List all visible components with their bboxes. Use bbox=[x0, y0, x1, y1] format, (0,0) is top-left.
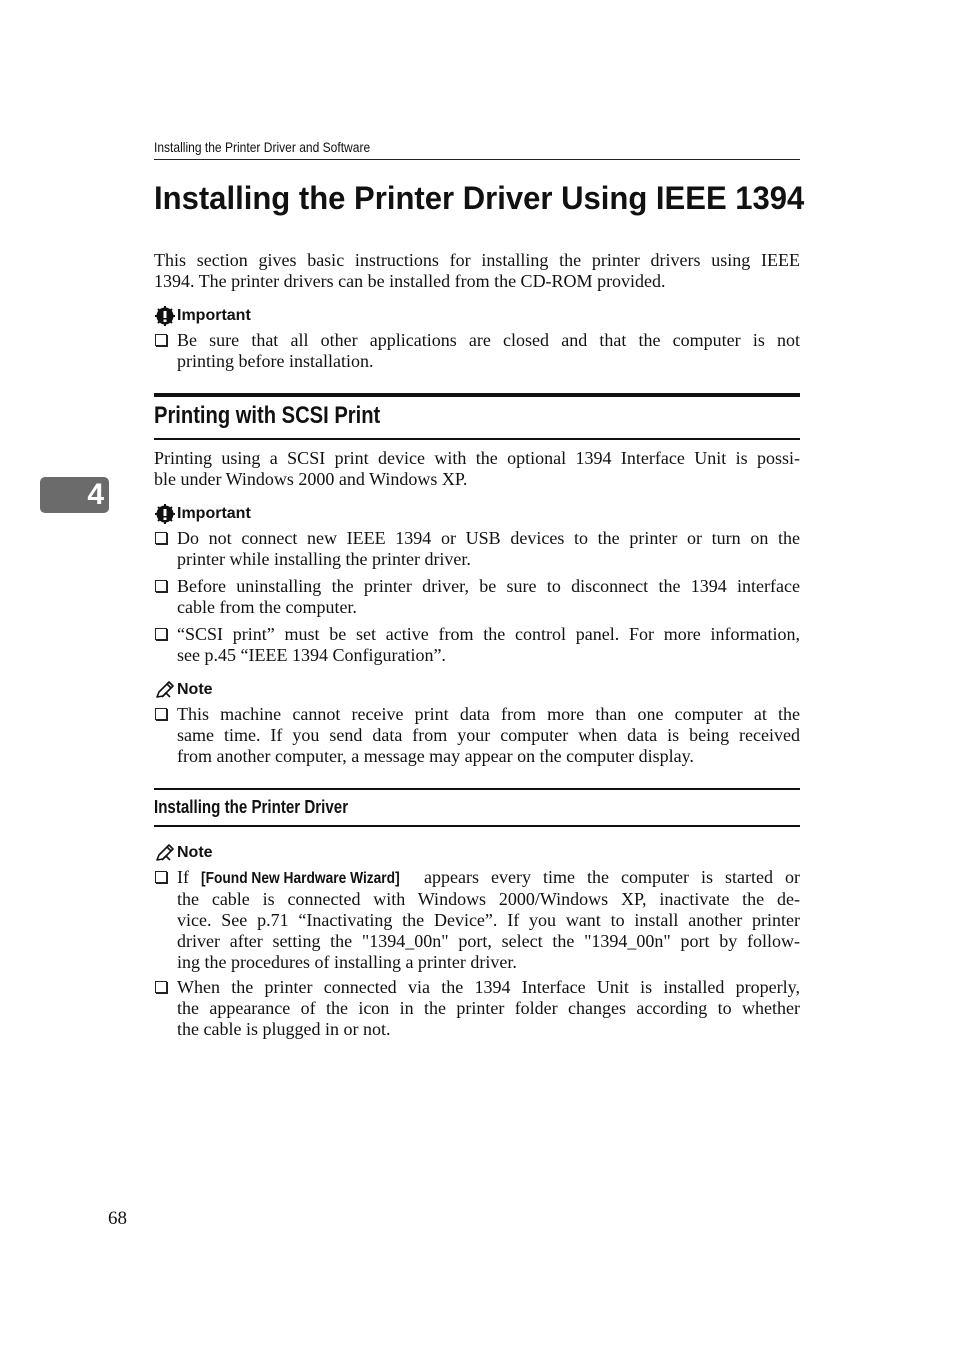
list-item bbox=[154, 576, 800, 618]
checkbox-bullet-icon bbox=[155, 871, 167, 883]
checkbox-bullet-icon bbox=[155, 580, 167, 592]
important-label bbox=[154, 504, 251, 524]
list-item-line: the appearance of the icon in the printer folder changes according to whether bbox=[177, 998, 800, 1018]
section-rule-top bbox=[154, 393, 800, 397]
list-item-line: When the printer connected via the 1394 Interface Unit is installed properly, bbox=[177, 977, 800, 997]
list-item-line: see p.45 “IEEE 1394 Configuration”. bbox=[177, 645, 446, 665]
list-item-line: Be sure that all other applications are closed and that the computer is not bbox=[177, 330, 800, 350]
checkbox-bullet-icon bbox=[155, 708, 167, 720]
list-item-line: the cable is plugged in or not. bbox=[177, 1019, 391, 1039]
list-item-line: Before uninstalling the printer driver, be sure to disconnect the 1394 interface bbox=[177, 576, 800, 596]
important-label-text: Important bbox=[177, 307, 251, 324]
subsubsection-title-text: Installing the Printer Driver bbox=[154, 797, 349, 817]
note-label-text: Note bbox=[177, 681, 213, 698]
checkbox-bullet-icon bbox=[155, 334, 167, 346]
list-item bbox=[154, 977, 800, 1040]
list-item-line: printer while installing the printer driver. bbox=[177, 549, 471, 569]
intro-line: This section gives basic instructions for installing the printer drivers using IEEE bbox=[154, 250, 800, 270]
list-item-line: driver after setting the "1394_00n" port, select the "1394_00n" port by follow- bbox=[177, 931, 800, 951]
list-item-line: ing the procedures of installing a printer driver. bbox=[177, 952, 517, 972]
list-item bbox=[154, 704, 800, 767]
list-item-line: from another computer, a message may appear on the computer display. bbox=[177, 746, 694, 766]
subsection-title bbox=[154, 402, 423, 430]
note-label-text: Note bbox=[177, 844, 213, 861]
list-item-line-rest: appears every time the computer is started or bbox=[412, 867, 800, 887]
subsection-intro bbox=[154, 448, 800, 490]
list-item-line: This machine cannot receive print data from more than one computer at the bbox=[177, 704, 800, 724]
list-item bbox=[154, 330, 800, 372]
list-item-prefix: If bbox=[177, 867, 202, 887]
important-label bbox=[154, 306, 251, 326]
page-title bbox=[154, 180, 824, 217]
intro-paragraph bbox=[154, 250, 800, 292]
subsubsection-rule-bottom bbox=[154, 825, 800, 827]
section-rule-bottom bbox=[154, 438, 800, 440]
checkbox-bullet-icon bbox=[155, 628, 167, 640]
list-item-line bbox=[177, 867, 800, 889]
list-item-line: “SCSI print” must be set active from the control panel. For more information, bbox=[177, 624, 800, 644]
list-item-line: cable from the computer. bbox=[177, 597, 357, 617]
header-rule bbox=[154, 159, 800, 160]
intro-line: Printing using a SCSI print device with the optional 1394 Interface Unit is possi- bbox=[154, 448, 800, 468]
important-label-text: Important bbox=[177, 505, 251, 522]
subsubsection-rule-top bbox=[154, 788, 800, 790]
list-item-line: same time. If you send data from your computer when data is being received bbox=[177, 725, 800, 745]
important-icon bbox=[154, 306, 176, 326]
checkbox-bullet-icon bbox=[155, 981, 167, 993]
subsubsection-title bbox=[154, 797, 385, 818]
page-title-text: Installing the Printer Driver Using IEEE 1394 bbox=[154, 180, 805, 216]
ui-keyword: [Found New Hardware Wizard] bbox=[201, 870, 400, 887]
note-label bbox=[154, 680, 213, 700]
list-item bbox=[154, 624, 800, 666]
list-item-line: Do not connect new IEEE 1394 or USB devices to the printer or turn on the bbox=[177, 528, 800, 548]
chapter-tab bbox=[40, 477, 109, 513]
intro-line: ble under Windows 2000 and Windows XP. bbox=[154, 469, 468, 489]
intro-line: 1394. The printer drivers can be installed from the CD-ROM provided. bbox=[154, 271, 666, 291]
chapter-tab-number: 4 bbox=[87, 478, 104, 511]
running-header-text: Installing the Printer Driver and Software bbox=[154, 139, 371, 155]
list-item-line: the cable is connected with Windows 2000/Windows XP, inactivate the de- bbox=[177, 889, 800, 909]
pencil-icon bbox=[154, 680, 176, 700]
note-label bbox=[154, 843, 213, 863]
checkbox-bullet-icon bbox=[155, 532, 167, 544]
page-number: 68 bbox=[108, 1208, 127, 1229]
list-item-line: vice. See p.71 “Inactivating the Device”. If you want to install another printer bbox=[177, 910, 800, 930]
list-item-line: printing before installation. bbox=[177, 351, 374, 371]
running-header bbox=[154, 139, 405, 155]
pencil-icon bbox=[154, 843, 176, 863]
subsection-title-text: Printing with SCSI Print bbox=[154, 402, 381, 429]
list-item bbox=[154, 867, 800, 973]
important-icon bbox=[154, 504, 176, 524]
list-item bbox=[154, 528, 800, 570]
